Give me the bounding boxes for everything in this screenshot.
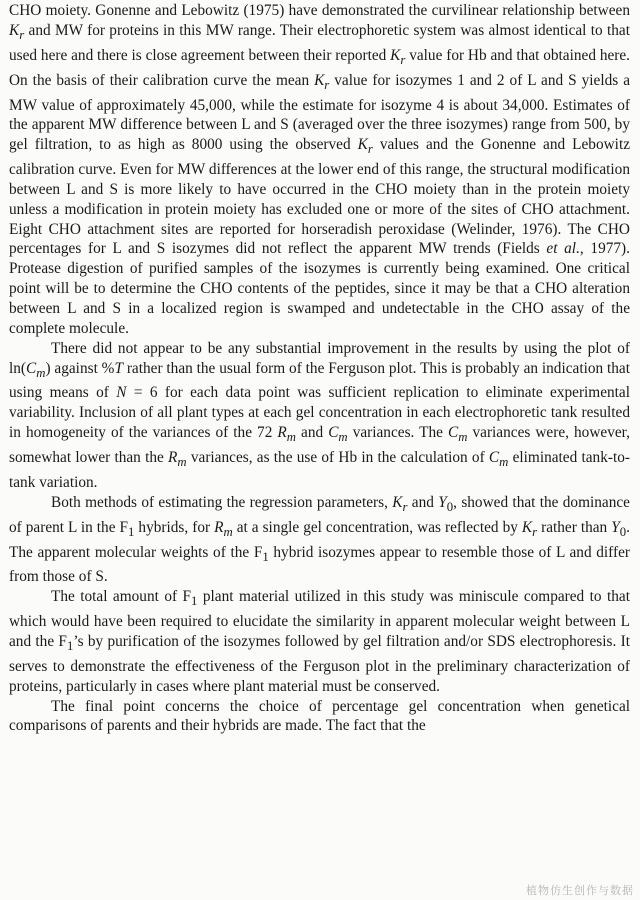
- paragraph-3: Both methods of estimating the regression parameters, $K_r$ and $Y_0$, showed that the dominance of parent L in the $F_1$ hybrids, for $R_m$ at a single gel concentration, was reflected by $K_r$ rather than $Y_0$. The apparent molecular weights of the $F_1$ hybrid isozymes appear to resemble those of L and differ from those of S.: [9, 493, 630, 586]
- paragraph-4: The total amount of $F_1$ plant material utilized in this study was miniscule compared to that which would have been required to elucidate the similarity in apparent molecular weight between L and the $F_1’s$ by purification of the isozymes followed by gel filtration and/or SDS electrophoresis. It serves to demonstrate the effectiveness of the Ferguson plot in the preliminary characterization of proteins, particularly in cases where plant material must be conserved.: [9, 588, 630, 695]
- paragraph-1: CHO moiety. Gonenne and Lebowitz (1975) have demonstrated the curvilinear relationship between $K_r$ and MW for proteins in this MW range. Their electrophoretic system was almost identical to that used here and there is close agreement between their reported $K_r$ value for Hb and that obtained here. On the basis of their calibration curve the mean $K_r$ value for isozymes 1 and 2 of L and S yields a MW value of approximately 45,000, while the estimate for isozyme 4 is about 34,000. Estimates of the apparent MW difference between L and S (averaged over the three isozymes) range from 500, by gel filtration, to as high as 8000 using the observed $K_r$ values and the Gonenne and Lebowitz calibration curve. Even for MW differences at the lower end of this range, the structural modification between L and S is more likely to have occurred in the CHO moiety than in the protein moiety unless a modification in protein moiety has excluded one or more of the sites of CHO attachment. Eight CHO attachment sites are reported for horseradish peroxidase (Welinder, 1976). The CHO percentages for L and S isozymes did not reflect the apparent MW trends (Fields et al., 1977). Protease digestion of purified samples of the isozymes is currently being examined. One critical point will be to determine the CHO contents of the peptides, since it may be that a CHO alteration between L and S in a localized region is swamped and undetectable in the CHO assay of the complete molecule.: [9, 2, 631, 337]
- watermark: 植物仿生创作与数据: [526, 884, 634, 897]
- paragraph-2: There did not appear to be any substantial improvement in the results by using the plot of $\ln(C_m)$ against %T rather than the usual form of the Ferguson plot. This is probably an indication that using means of N = 6 for each data point was sufficient replication to eliminate experimental variability. Inclusion of all plant types at each gel concentration in each electrophoretic tank resulted in homogeneity of the variances of the 72 $R_m$ and $C_m$ variances. The $C_m$ variances were, however, somewhat lower than the $R_m$ variances, as the use of Hb in the calculation of $C_m$ eliminated tank-to-tank variation.: [9, 339, 631, 491]
- paragraph-5: The final point concerns the choice of percentage gel concentration when genetical comparisons of parents and their hybrids are made. The fact that the: [9, 697, 630, 735]
